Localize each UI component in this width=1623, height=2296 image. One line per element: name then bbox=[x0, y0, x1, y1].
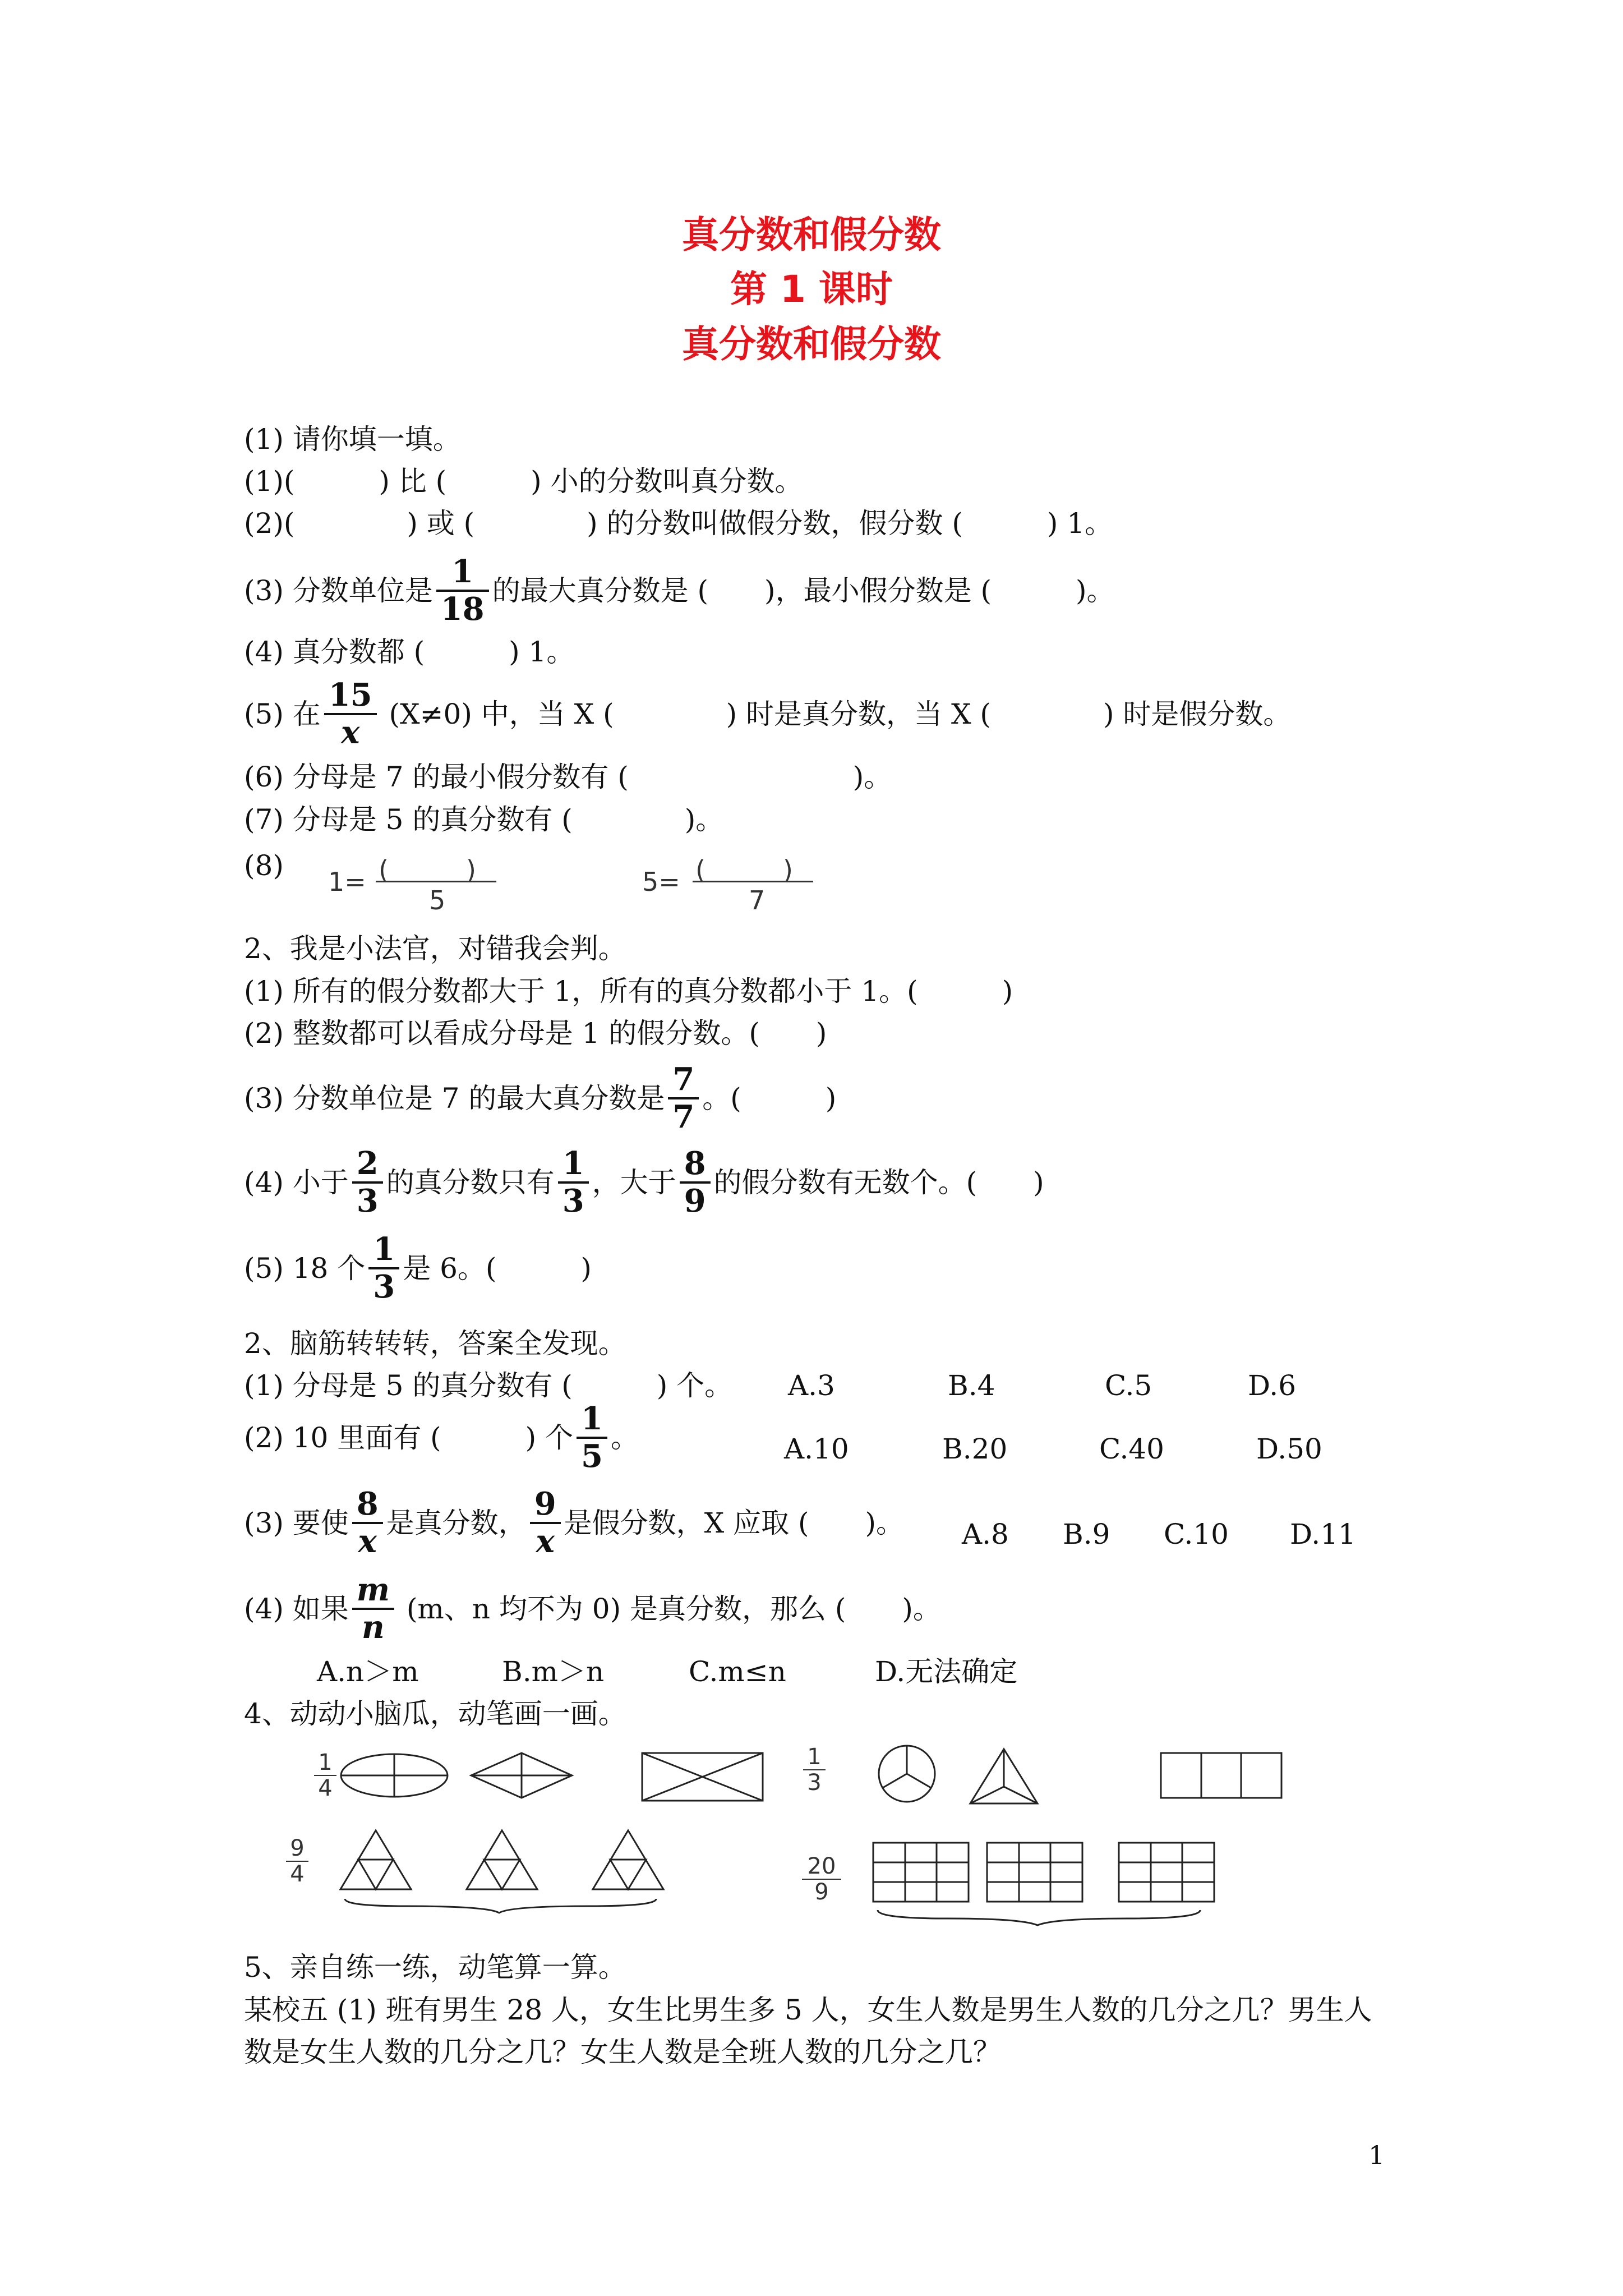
label-quarter: 1 4 bbox=[314, 1750, 336, 1801]
s3-q1: (1) 分母是 5 的真分数有 ( ) 个。 bbox=[244, 1369, 733, 1402]
label-third: 1 3 bbox=[803, 1745, 826, 1795]
s3-q1-option-d: D.6 bbox=[1248, 1369, 1297, 1402]
s3-q4-option-b: B.m＞n bbox=[502, 1655, 605, 1688]
s1-q4: (4) 真分数都 ( ) 1。 bbox=[244, 636, 575, 668]
s1-q6: (6) 分母是 7 的最小假分数有 ( )。 bbox=[244, 761, 892, 793]
s3-q4-option-c: C.m≤n bbox=[689, 1655, 786, 1688]
fraction: $\frac{1}{5}$ bbox=[577, 1402, 607, 1473]
sub-title: 真分数和假分数 bbox=[682, 323, 941, 366]
s1-q8: (8) bbox=[244, 849, 284, 882]
s2-q5: (5) 18 个 $\frac{1}{3}$ 是 6。( ) bbox=[244, 1231, 592, 1305]
s3-q1-option-a: A.3 bbox=[788, 1369, 835, 1402]
fraction: $\frac{9}{x}$ bbox=[530, 1488, 561, 1558]
s3-q3-option-b: B.9 bbox=[1063, 1518, 1110, 1550]
fraction: $\frac{1}{18}$ bbox=[436, 555, 489, 626]
label-nine-quarters: 9 4 bbox=[286, 1836, 308, 1887]
main-title: 真分数和假分数 bbox=[682, 213, 941, 256]
triangle-shape bbox=[970, 1749, 1038, 1803]
s1-q2: (2)( ) 或 ( ) 的分数叫做假分数，假分数 ( ) 1。 bbox=[244, 507, 1113, 540]
s3-q2-option-a: A.10 bbox=[784, 1433, 849, 1465]
s3-q3-option-a: A.8 bbox=[962, 1518, 1009, 1550]
s3-q2: (2) 10 里面有 ( ) 个 $\frac{1}{5}$ 。 bbox=[244, 1400, 639, 1475]
s1-q5: (5) 在 $\frac{15}{x}$ (X≠0) 中，当 X ( ) 时是真分数，当 X ( ) 时是假分数。 bbox=[244, 677, 1292, 751]
s3-q3-option-d: D.11 bbox=[1290, 1518, 1356, 1550]
s3-q1-option-c: C.5 bbox=[1105, 1369, 1152, 1402]
section3-heading: 2、脑筋转转转，答案全发现。 bbox=[244, 1327, 626, 1360]
fraction: $\frac{2}{3}$ bbox=[352, 1147, 383, 1218]
lesson-title: 第 1 课时 bbox=[730, 268, 893, 311]
rhombus-shape bbox=[471, 1753, 572, 1798]
shapes-svg bbox=[275, 1728, 1312, 1930]
s2-q2: (2) 整数都可以看成分母是 1 的假分数。( ) bbox=[244, 1017, 827, 1050]
section2-heading: 2、我是小法官，对错我会判。 bbox=[244, 932, 626, 965]
page-number: 1 bbox=[1368, 2140, 1385, 2170]
fraction: $\frac{m}{n}$ bbox=[352, 1573, 394, 1644]
fraction: $\frac{7}{7}$ bbox=[668, 1063, 699, 1134]
section4-heading: 4、动动小脑瓜，动笔画一画。 bbox=[244, 1697, 626, 1730]
rectangle-shape bbox=[642, 1753, 763, 1801]
s1-q1: (1)( ) 比 ( ) 小的分数叫真分数。 bbox=[244, 465, 803, 498]
s3-q3-option-c: C.10 bbox=[1164, 1518, 1229, 1550]
fraction: $\frac{1}{3}$ bbox=[368, 1233, 399, 1304]
s2-q1: (1) 所有的假分数都大于 1，所有的真分数都小于 1。( ) bbox=[244, 975, 1013, 1007]
grid-group bbox=[873, 1843, 1214, 1925]
s3-q4-option-a: A.n＞m bbox=[317, 1655, 419, 1688]
fraction: $\frac{8}{x}$ bbox=[352, 1488, 383, 1558]
ellipse-shape bbox=[341, 1754, 448, 1797]
s3-q4: (4) 如果 $\frac{m}{n}$ (m、n 均不为 0) 是真分数，那么 ( )。 bbox=[244, 1571, 941, 1646]
s3-q2-option-b: B.20 bbox=[942, 1433, 1008, 1465]
q8-equation-1: 1= ( ) 5 bbox=[328, 850, 513, 917]
triangle-group bbox=[340, 1830, 663, 1913]
s3-q3: (3) 要使 $\frac{8}{x}$ 是真分数， $\frac{9}{x}$ 是假分数，X 应取 ( )。 bbox=[244, 1485, 905, 1560]
s1-q7: (7) 分母是 5 的真分数有 ( )。 bbox=[244, 803, 724, 836]
s5-problem-line1: 某校五 (1) 班有男生 28 人，女生比男生多 5 人，女生人数是男生人数的几分之几？男生人 bbox=[244, 1994, 1372, 2026]
drawing-figures bbox=[275, 1728, 1312, 1930]
label-twenty-ninths: 20 9 bbox=[802, 1854, 841, 1904]
fraction: $\frac{1}{3}$ bbox=[558, 1147, 589, 1218]
s5-problem-line2: 数是女生人数的几分之几？女生人数是全班人数的几分之几？ bbox=[244, 2036, 1001, 2068]
s3-q2-option-c: C.40 bbox=[1099, 1433, 1164, 1465]
q8-equation-2: 5= ( ) 7 bbox=[642, 850, 827, 917]
three-part-rectangle-shape bbox=[1161, 1753, 1281, 1798]
s2-q4: (4) 小于 $\frac{2}{3}$ 的真分数只有 $\frac{1}{3}$ ，大于 $\frac{8}{9}$ 的假分数有无数个。( ) bbox=[244, 1145, 1044, 1220]
s3-q1-option-b: B.4 bbox=[948, 1369, 995, 1402]
s1-q3: (3) 分数单位是 $\frac{1}{18}$ 的最大真分数是 ( )，最小假分数是 ( )。 bbox=[244, 553, 1115, 628]
section1-heading: (1) 请你填一填。 bbox=[244, 423, 461, 455]
fraction: $\frac{15}{x}$ bbox=[324, 679, 377, 749]
fraction: $\frac{8}{9}$ bbox=[680, 1147, 711, 1218]
s3-q2-option-d: D.50 bbox=[1256, 1433, 1322, 1465]
circle-shape bbox=[879, 1746, 935, 1802]
s2-q3: (3) 分数单位是 7 的最大真分数是 $\frac{7}{7}$ 。( ) bbox=[244, 1061, 837, 1135]
section5-heading: 5、亲自练一练，动笔算一算。 bbox=[244, 1951, 626, 1984]
s3-q4-option-d: D.无法确定 bbox=[875, 1655, 1018, 1688]
